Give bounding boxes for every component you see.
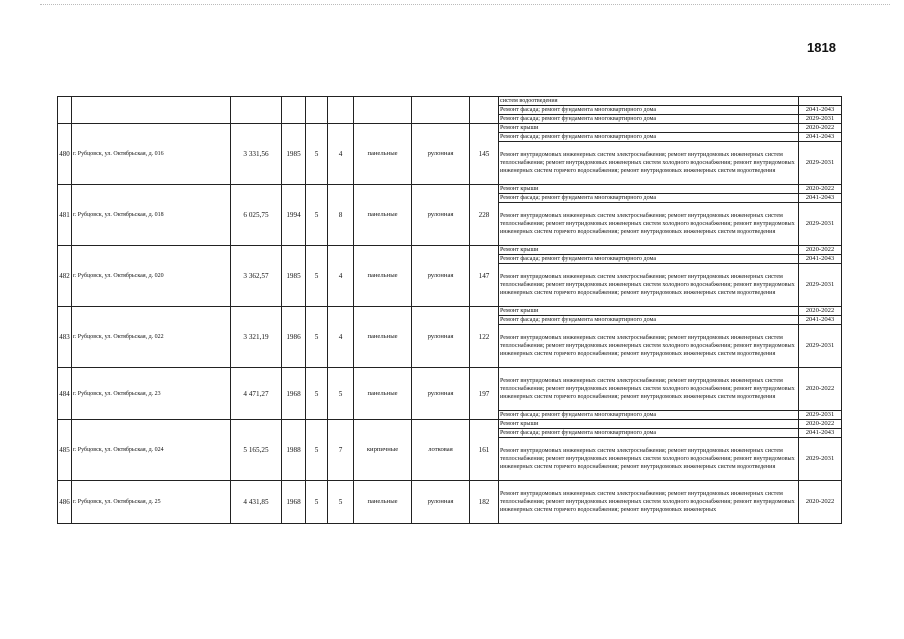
empty-cell xyxy=(412,97,470,124)
entrances-cell: 4 xyxy=(328,307,354,368)
work-cell: Ремонт внутридомовых инженерных систем электроснабжения; ремонт внутридомовых инженерных систем теплоснабжения; ремонт внутридомовых инженерных систем холодного водоснабжения; ремонт внутридомовых инженерных систем горячего водоснабжения; ремонт внутридомовых инженерных систем водоотведения xyxy=(499,142,799,185)
work-cell: Ремонт фасада; ремонт фундамента многоквартирного дома xyxy=(499,133,799,142)
roof-type-cell: рулонная xyxy=(412,481,470,524)
floors-cell: 5 xyxy=(306,246,328,307)
work-cell: Ремонт фасада; ремонт фундамента многоквартирного дома xyxy=(499,194,799,203)
roof-type-cell: рулонная xyxy=(412,124,470,185)
residents-cell: 197 xyxy=(470,368,499,420)
address-cell: г. Рубцовск, ул. Октябрьская, д. 016 xyxy=(72,124,231,185)
row-number: 482 xyxy=(58,246,72,307)
work-cell: Ремонт фасада; ремонт фундамента многоквартирного дома xyxy=(499,316,799,325)
year-cell: 1986 xyxy=(282,307,306,368)
table-row xyxy=(58,307,842,316)
work-cell: Ремонт внутридомовых инженерных систем электроснабжения; ремонт внутридомовых инженерных систем теплоснабжения; ремонт внутридомовых инженерных систем холодного водоснабжения; ремонт внутридомовых инженерных систем горячего водоснабжения; ремонт внутридомовых инженерных систем водоотведения xyxy=(499,325,799,368)
wall-material-cell: кирпичные xyxy=(354,420,412,481)
work-cell: Ремонт внутридомовых инженерных систем электроснабжения; ремонт внутридомовых инженерных систем теплоснабжения; ремонт внутридомовых инженерных систем холодного водоснабжения; ремонт внутридомовых инженерных систем горячего водоснабжения; ремонт внутридомовых инженерных систем водоотведения xyxy=(499,264,799,307)
year-cell: 1985 xyxy=(282,246,306,307)
residents-cell: 147 xyxy=(470,246,499,307)
floors-cell: 5 xyxy=(306,185,328,246)
entrances-cell: 7 xyxy=(328,420,354,481)
residents-cell: 228 xyxy=(470,185,499,246)
wall-material-cell: панельные xyxy=(354,185,412,246)
work-cell: систем водоотведения xyxy=(499,97,799,106)
empty-cell xyxy=(282,97,306,124)
work-cell: Ремонт внутридомовых инженерных систем электроснабжения; ремонт внутридомовых инженерных систем теплоснабжения; ремонт внутридомовых инженерных систем холодного водоснабжения; ремонт внутридомовых инженерных систем горячего водоснабжения; ремонт внутридомовых инженерных xyxy=(499,481,799,524)
row-number: 480 xyxy=(58,124,72,185)
entrances-cell: 8 xyxy=(328,185,354,246)
period-cell xyxy=(799,97,842,106)
year-cell: 1968 xyxy=(282,481,306,524)
work-cell: Ремонт фасада; ремонт фундамента многоквартирного дома xyxy=(499,255,799,264)
period-cell: 2020-2022 xyxy=(799,368,842,411)
work-cell: Ремонт крыши xyxy=(499,420,799,429)
address-cell: г. Рубцовск, ул. Октябрьская, д. 024 xyxy=(72,420,231,481)
period-cell: 2020-2022 xyxy=(799,246,842,255)
table-row xyxy=(58,185,842,194)
work-cell: Ремонт фасада; ремонт фундамента многоквартирного дома xyxy=(499,429,799,438)
entrances-cell: 4 xyxy=(328,246,354,307)
work-cell: Ремонт крыши xyxy=(499,307,799,316)
row-number: 486 xyxy=(58,481,72,524)
period-cell: 2041-2043 xyxy=(799,316,842,325)
roof-type-cell: рулонная xyxy=(412,307,470,368)
work-cell: Ремонт крыши xyxy=(499,246,799,255)
entrances-cell: 5 xyxy=(328,368,354,420)
area-cell: 3 321,19 xyxy=(231,307,282,368)
period-cell: 2029-2031 xyxy=(799,438,842,481)
work-cell: Ремонт внутридомовых инженерных систем электроснабжения; ремонт внутридомовых инженерных систем теплоснабжения; ремонт внутридомовых инженерных систем холодного водоснабжения; ремонт внутридомовых инженерных систем горячего водоснабжения; ремонт внутридомовых инженерных систем водоотведения xyxy=(499,368,799,411)
period-cell: 2029-2031 xyxy=(799,325,842,368)
period-cell: 2041-2043 xyxy=(799,106,842,115)
area-cell: 5 165,25 xyxy=(231,420,282,481)
table-row xyxy=(58,124,842,133)
period-cell: 2020-2022 xyxy=(799,481,842,524)
wall-material-cell: панельные xyxy=(354,246,412,307)
work-cell: Ремонт фасада; ремонт фундамента многоквартирного дома xyxy=(499,115,799,124)
table-row xyxy=(58,420,842,429)
floors-cell: 5 xyxy=(306,124,328,185)
period-cell: 2020-2022 xyxy=(799,420,842,429)
year-cell: 1988 xyxy=(282,420,306,481)
roof-type-cell: рулонная xyxy=(412,185,470,246)
floors-cell: 5 xyxy=(306,368,328,420)
year-cell: 1985 xyxy=(282,124,306,185)
page-number: 1818 xyxy=(807,40,836,55)
period-cell: 2041-2043 xyxy=(799,429,842,438)
residents-cell: 122 xyxy=(470,307,499,368)
empty-cell xyxy=(231,97,282,124)
wall-material-cell: панельные xyxy=(354,368,412,420)
housing-repair-table xyxy=(57,96,842,524)
scan-artifact-line xyxy=(40,4,890,7)
entrances-cell: 5 xyxy=(328,481,354,524)
roof-type-cell: рулонная xyxy=(412,368,470,420)
year-cell: 1994 xyxy=(282,185,306,246)
area-cell: 3 362,57 xyxy=(231,246,282,307)
empty-cell xyxy=(58,97,72,124)
row-number: 484 xyxy=(58,368,72,420)
address-cell: г. Рубцовск, ул. Октябрьская, д. 23 xyxy=(72,368,231,420)
empty-cell xyxy=(306,97,328,124)
area-cell: 4 431,85 xyxy=(231,481,282,524)
period-cell: 2041-2043 xyxy=(799,255,842,264)
floors-cell: 5 xyxy=(306,307,328,368)
empty-cell xyxy=(328,97,354,124)
period-cell: 2029-2031 xyxy=(799,411,842,420)
table-row xyxy=(58,368,842,411)
area-cell: 4 471,27 xyxy=(231,368,282,420)
work-cell: Ремонт фасада; ремонт фундамента многоквартирного дома xyxy=(499,106,799,115)
empty-cell xyxy=(354,97,412,124)
address-cell: г. Рубцовск, ул. Октябрьская, д. 022 xyxy=(72,307,231,368)
empty-cell xyxy=(72,97,231,124)
roof-type-cell: лотковая xyxy=(412,420,470,481)
area-cell: 6 025,75 xyxy=(231,185,282,246)
residents-cell: 161 xyxy=(470,420,499,481)
period-cell: 2029-2031 xyxy=(799,142,842,185)
work-cell: Ремонт внутридомовых инженерных систем электроснабжения; ремонт внутридомовых инженерных систем теплоснабжения; ремонт внутридомовых инженерных систем холодного водоснабжения; ремонт внутридомовых инженерных систем горячего водоснабжения; ремонт внутридомовых инженерных систем водоотведения xyxy=(499,203,799,246)
period-cell: 2041-2043 xyxy=(799,194,842,203)
work-cell: Ремонт фасада; ремонт фундамента многоквартирного дома xyxy=(499,411,799,420)
wall-material-cell: панельные xyxy=(354,307,412,368)
entrances-cell: 4 xyxy=(328,124,354,185)
year-cell: 1968 xyxy=(282,368,306,420)
work-cell: Ремонт крыши xyxy=(499,124,799,133)
period-cell: 2029-2031 xyxy=(799,264,842,307)
wall-material-cell: панельные xyxy=(354,124,412,185)
address-cell: г. Рубцовск, ул. Октябрьская, д. 25 xyxy=(72,481,231,524)
period-cell: 2029-2031 xyxy=(799,115,842,124)
work-cell: Ремонт внутридомовых инженерных систем электроснабжения; ремонт внутридомовых инженерных систем теплоснабжения; ремонт внутридомовых инженерных систем холодного водоснабжения; ремонт внутридомовых инженерных систем горячего водоснабжения; ремонт внутридомовых инженерных систем водоотведения xyxy=(499,438,799,481)
residents-cell: 182 xyxy=(470,481,499,524)
area-cell: 3 331,56 xyxy=(231,124,282,185)
roof-type-cell: рулонная xyxy=(412,246,470,307)
address-cell: г. Рубцовск, ул. Октябрьская, д. 018 xyxy=(72,185,231,246)
row-number: 483 xyxy=(58,307,72,368)
period-cell: 2020-2022 xyxy=(799,124,842,133)
address-cell: г. Рубцовск, ул. Октябрьская, д. 020 xyxy=(72,246,231,307)
table-row xyxy=(58,246,842,255)
wall-material-cell: панельные xyxy=(354,481,412,524)
floors-cell: 5 xyxy=(306,481,328,524)
period-cell: 2020-2022 xyxy=(799,307,842,316)
row-number: 485 xyxy=(58,420,72,481)
empty-cell xyxy=(470,97,499,124)
table-row xyxy=(58,97,842,106)
residents-cell: 145 xyxy=(470,124,499,185)
period-cell: 2041-2043 xyxy=(799,133,842,142)
work-cell: Ремонт крыши xyxy=(499,185,799,194)
period-cell: 2029-2031 xyxy=(799,203,842,246)
row-number: 481 xyxy=(58,185,72,246)
floors-cell: 5 xyxy=(306,420,328,481)
table-row xyxy=(58,481,842,524)
period-cell: 2020-2022 xyxy=(799,185,842,194)
